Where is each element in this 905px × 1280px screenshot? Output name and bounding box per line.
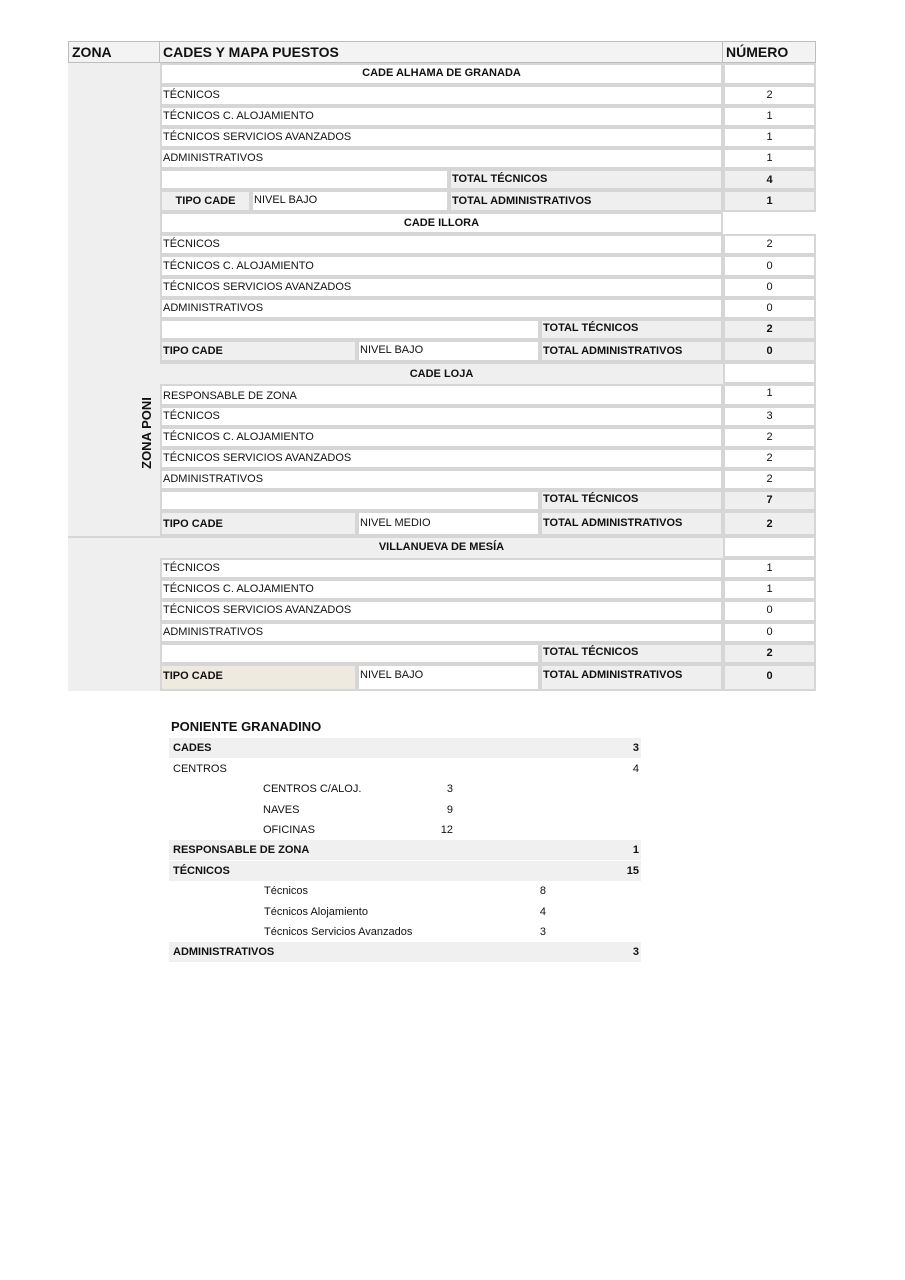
total-tecnicos-label: TOTAL TÉCNICOS [543, 322, 639, 334]
row-value: 1 [766, 152, 773, 164]
summary-centros-aloj-value: 3 [446, 783, 453, 795]
tipo-cade-label: TIPO CADE [163, 518, 223, 530]
cade-title: CADE ILLORA [403, 217, 480, 229]
nivel-value: NIVEL BAJO [254, 194, 318, 206]
row-value: 2 [766, 238, 773, 250]
row-value: 0 [766, 626, 773, 638]
summary-tec-serv-label: Técnicos Servicios Avanzados [264, 926, 413, 938]
header-numero: NÚMERO [726, 44, 789, 60]
summary-tecnicos-value: 15 [626, 865, 639, 877]
tipo-cade-label: TIPO CADE [163, 345, 223, 357]
row-value: 1 [766, 110, 773, 122]
row-label: TÉCNICOS [163, 238, 220, 250]
total-admin-value: 0 [766, 670, 773, 682]
summary-cades-label: CADES [173, 742, 212, 754]
row-value: 1 [766, 583, 773, 595]
row-label: TÉCNICOS [163, 89, 220, 101]
header-zona: ZONA [72, 44, 112, 60]
total-tecnicos-label: TOTAL TÉCNICOS [452, 173, 548, 185]
total-tecnicos-value: 4 [766, 174, 773, 186]
summary-tec-label: Técnicos [264, 885, 309, 897]
summary-responsable-label: RESPONSABLE DE ZONA [173, 844, 310, 856]
summary-centros-aloj-label: CENTROS C/ALOJ. [263, 783, 362, 795]
row-label: TÉCNICOS C. ALOJAMIENTO [163, 431, 314, 443]
nivel-value: NIVEL BAJO [360, 344, 424, 356]
row-value: 0 [766, 302, 773, 314]
row-value: 2 [766, 431, 773, 443]
header-cades: CADES Y MAPA PUESTOS [163, 44, 339, 60]
nivel-value: NIVEL MEDIO [360, 517, 431, 529]
summary-tecnicos-label: TÉCNICOS [173, 865, 230, 877]
row-label: RESPONSABLE DE ZONA [163, 390, 297, 402]
summary-responsable-value: 1 [632, 844, 639, 856]
total-tecnicos-value: 7 [766, 494, 773, 506]
summary-oficinas-value: 12 [440, 824, 453, 836]
total-admin-label: TOTAL ADMINISTRATIVOS [452, 195, 592, 207]
cade-title: CADE LOJA [409, 368, 474, 380]
summary-tec-value: 8 [539, 885, 546, 897]
total-admin-label: TOTAL ADMINISTRATIVOS [543, 517, 683, 529]
row-value: 0 [766, 281, 773, 293]
total-admin-label: TOTAL ADMINISTRATIVOS [543, 669, 683, 681]
summary-title: PONIENTE GRANADINO [171, 719, 322, 734]
row-label: TÉCNICOS [163, 562, 220, 574]
summary-centros-value: 4 [632, 763, 639, 775]
total-admin-label: TOTAL ADMINISTRATIVOS [543, 345, 683, 357]
tipo-cade-label: TIPO CADE [163, 670, 223, 682]
cade-title: CADE ALHAMA DE GRANADA [362, 67, 521, 79]
row-label: TÉCNICOS C. ALOJAMIENTO [163, 110, 314, 122]
row-value: 2 [766, 473, 773, 485]
total-tecnicos-value: 2 [766, 323, 773, 335]
row-label: TÉCNICOS SERVICIOS AVANZADOS [163, 281, 352, 293]
row-value: 1 [766, 387, 773, 399]
total-admin-value: 1 [766, 195, 773, 207]
summary-oficinas-label: OFICINAS [263, 824, 315, 836]
row-value: 3 [766, 410, 773, 422]
nivel-value: NIVEL BAJO [360, 669, 424, 681]
row-value: 2 [766, 89, 773, 101]
row-value: 1 [766, 562, 773, 574]
summary-tec-serv-value: 3 [539, 926, 546, 938]
total-tecnicos-label: TOTAL TÉCNICOS [543, 646, 639, 658]
row-value: 1 [766, 131, 773, 143]
row-label: TÉCNICOS SERVICIOS AVANZADOS [163, 604, 352, 616]
total-tecnicos-label: TOTAL TÉCNICOS [543, 493, 639, 505]
total-tecnicos-value: 2 [766, 647, 773, 659]
summary-naves-label: NAVES [263, 804, 300, 816]
summary-tec-aloj-value: 4 [539, 906, 546, 918]
row-value: 0 [766, 260, 773, 272]
total-admin-value: 0 [766, 345, 773, 357]
row-label: TÉCNICOS [163, 410, 220, 422]
row-label: TÉCNICOS SERVICIOS AVANZADOS [163, 131, 352, 143]
summary-naves-value: 9 [446, 804, 453, 816]
tipo-cade-label: TIPO CADE [175, 195, 236, 207]
summary-tec-aloj-label: Técnicos Alojamiento [264, 906, 368, 918]
row-label: ADMINISTRATIVOS [163, 626, 264, 638]
zone-label: ZONA PONI [139, 397, 154, 469]
summary-admin-value: 3 [632, 946, 639, 958]
row-value: 2 [766, 452, 773, 464]
row-value: 0 [766, 604, 773, 616]
row-label: ADMINISTRATIVOS [163, 152, 264, 164]
cade-title: VILLANUEVA DE MESÍA [378, 541, 505, 553]
total-admin-value: 2 [766, 518, 773, 530]
summary-centros-label: CENTROS [173, 763, 227, 775]
row-label: TÉCNICOS C. ALOJAMIENTO [163, 583, 314, 595]
row-label: ADMINISTRATIVOS [163, 473, 264, 485]
summary-cades-value: 3 [632, 742, 639, 754]
row-label: TÉCNICOS SERVICIOS AVANZADOS [163, 452, 352, 464]
summary-admin-label: ADMINISTRATIVOS [173, 946, 275, 958]
row-label: ADMINISTRATIVOS [163, 302, 264, 314]
row-label: TÉCNICOS C. ALOJAMIENTO [163, 260, 314, 272]
